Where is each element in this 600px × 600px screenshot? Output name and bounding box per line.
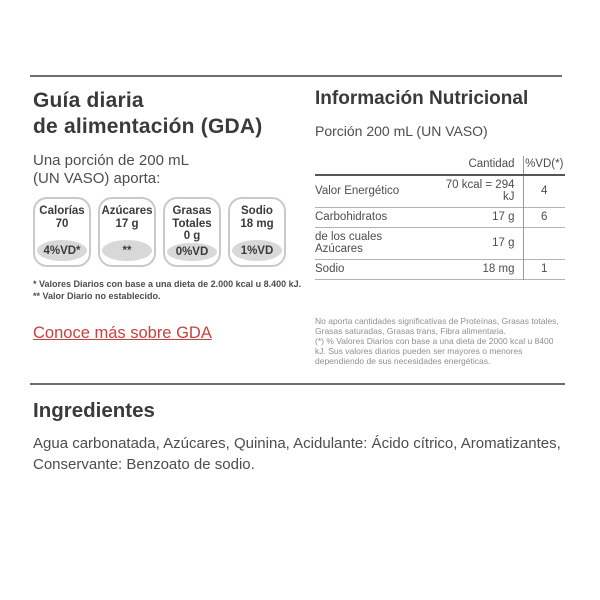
row-vd: 6	[523, 208, 565, 228]
badge-vd-pill: 1%VD	[232, 240, 282, 261]
table-header-row	[315, 156, 565, 175]
section-divider	[30, 383, 565, 385]
nutrition-title: Información Nutricional	[315, 88, 529, 109]
nutrition-fine-print	[315, 316, 565, 366]
row-amount: 17 g	[492, 237, 515, 249]
gda-badge-sodio	[228, 197, 286, 267]
row-label: Carbohidratos	[315, 211, 388, 223]
ingredients-section	[33, 399, 573, 475]
badge-amount: 17 g	[115, 217, 139, 230]
ingredients-title: Ingredientes	[33, 399, 155, 422]
row-amount: 70 kcal = 294 kJ	[445, 179, 515, 203]
row-vd: 1	[523, 260, 565, 280]
badge-amount: 18 mg	[240, 217, 274, 230]
row-label: Valor Energético	[315, 185, 400, 197]
row-amount: 17 g	[492, 211, 515, 223]
table-row	[315, 208, 565, 228]
ingredients-text: Agua carbonatada, Azúcares, Quinina, Acidulante: Ácido cítrico, Aromatizantes, Conservante: Benzoato de sodio.	[33, 435, 561, 473]
table-row	[315, 260, 565, 280]
gda-portion-line2: (UN VASO) aporta:	[33, 170, 161, 188]
gda-badge-azucares	[98, 197, 156, 267]
badge-label: Sodio	[241, 205, 273, 218]
gda-title-line2: de alimentación (GDA)	[33, 115, 263, 139]
gda-title	[33, 88, 303, 140]
nutrition-table	[315, 156, 565, 280]
fine-print-note-2: (*) % Valores Diarios con base a una dieta de 2000 kcal u 8400 kJ. Sus valores diarios pueden ser mayores o menores dependiendo de sus necesidades energéticas.	[315, 336, 554, 367]
gda-portion-line1: Una porción de 200 mL	[33, 152, 189, 170]
table-row	[315, 228, 565, 260]
row-label: de los cuales Azúcares	[315, 231, 383, 255]
gda-title-line1: Guía diaria	[33, 89, 144, 112]
header-vd: %VD(*)	[523, 156, 565, 175]
badge-vd-pill: **	[102, 240, 152, 261]
row-vd	[523, 228, 565, 260]
gda-section	[33, 88, 303, 343]
gda-badge-calorias	[33, 197, 91, 267]
gda-footnotes	[33, 279, 303, 302]
gda-footnote-2: ** Valor Diario no establecido.	[33, 290, 161, 301]
row-vd: 4	[523, 175, 565, 208]
badge-vd-pill: 4%VD*	[37, 240, 87, 261]
header-cantidad: Cantidad	[468, 158, 515, 170]
badge-amount: 70	[55, 217, 69, 230]
row-label: Sodio	[315, 263, 345, 275]
top-divider	[30, 75, 562, 77]
nutrition-portion: Porción 200 mL (UN VASO)	[315, 123, 488, 139]
badge-label: Grasas Totales	[172, 205, 212, 230]
gda-learn-more-link[interactable]: Conoce más sobre GDA	[33, 324, 212, 343]
gda-footnote-1: * Valores Diarios con base a una dieta de 2.000 kcal u 8.400 kJ.	[33, 279, 302, 290]
table-row	[315, 175, 565, 208]
row-amount: 18 mg	[482, 263, 515, 275]
gda-badge-grasas-totales	[163, 197, 221, 267]
header-spacer	[315, 156, 432, 175]
badge-label: Calorías	[39, 205, 85, 218]
nutrition-facts-section	[315, 88, 565, 366]
badge-amount: 0 g	[183, 230, 201, 243]
fine-print-note-1: No aporta cantidades significativas de Proteínas, Grasas totales, Grasas saturadas, Grasas trans, Fibra alimentaria.	[315, 316, 559, 337]
gda-badges-row	[33, 197, 303, 267]
badge-vd-pill: 0%VD	[167, 243, 217, 261]
gda-portion-text	[33, 152, 303, 188]
badge-label: Azúcares	[101, 205, 153, 218]
